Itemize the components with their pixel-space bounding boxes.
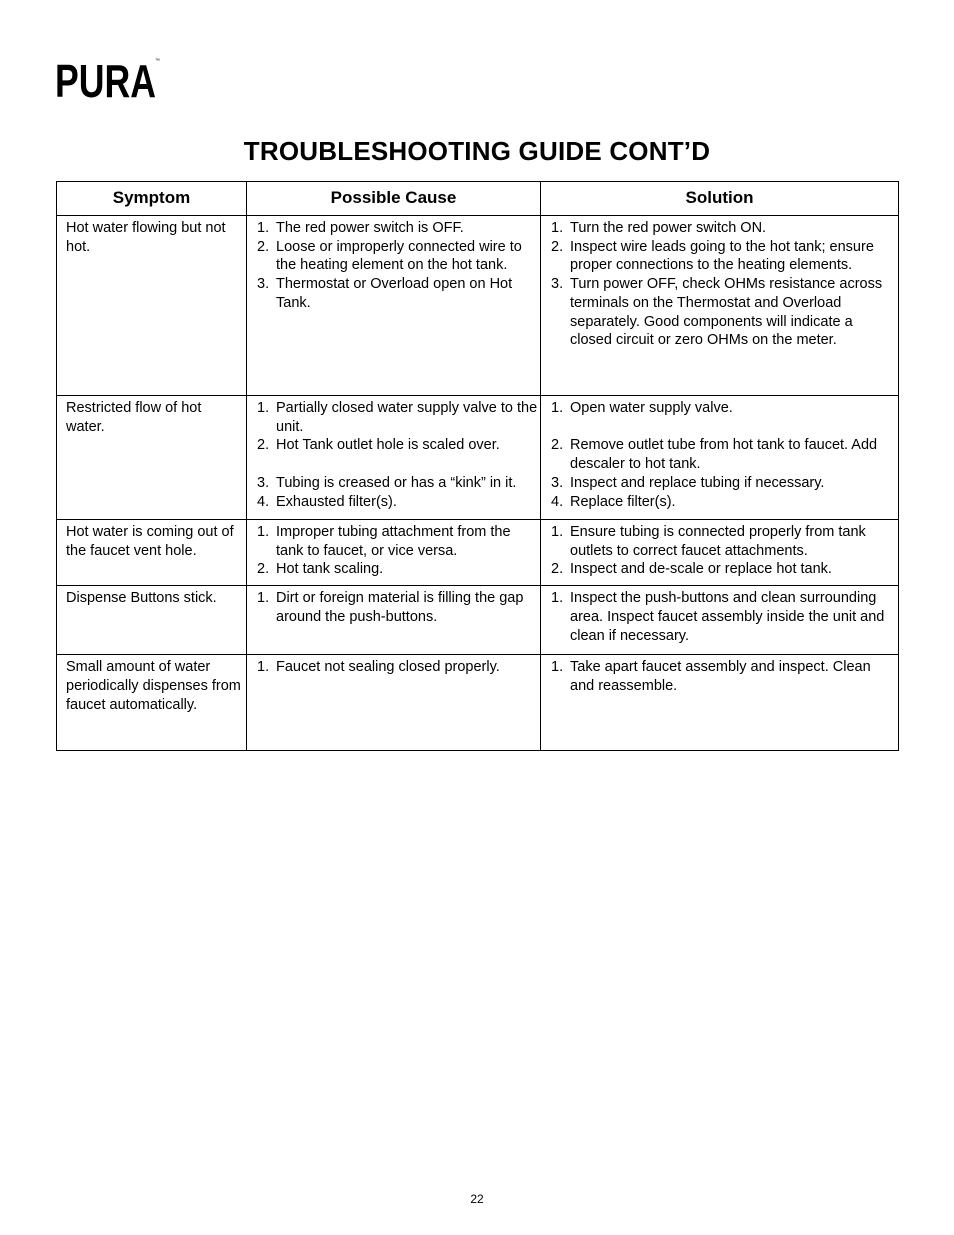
cause-item: 3. Tubing is creased or has a “kink” in it. bbox=[257, 474, 517, 491]
solution-item: 1. Ensure tubing is connected properly from tank outlets to correct faucet attachments. bbox=[551, 524, 866, 559]
trademark-symbol: ™ bbox=[155, 58, 160, 64]
table-row bbox=[57, 520, 899, 586]
pura-logo bbox=[55, 56, 165, 100]
solution-item: 2. Inspect and de-scale or replace hot tank. bbox=[551, 561, 832, 578]
solution-cell bbox=[541, 586, 899, 655]
table-row bbox=[57, 586, 899, 655]
symptom-cell: Hot water flowing but not hot. bbox=[57, 216, 247, 396]
table-row bbox=[57, 655, 899, 751]
solution-item: 3. Turn power OFF, check OHMs resistance across terminals on the Thermostat and Overload separately. Good components will indicate a closed circuit or zero OHMs on the meter. bbox=[551, 276, 883, 349]
cause-item: 2. Hot tank scaling. bbox=[257, 561, 384, 578]
cause-item: 1. Dirt or foreign material is filling the gap around the push-buttons. bbox=[257, 590, 524, 625]
cause-item: 2. Hot Tank outlet hole is scaled over. bbox=[257, 437, 500, 454]
troubleshooting-table bbox=[56, 181, 899, 751]
cause-cell bbox=[247, 216, 541, 396]
cause-cell bbox=[247, 586, 541, 655]
table-row bbox=[57, 216, 899, 396]
cause-item: 3. Thermostat or Overload open on Hot Tank. bbox=[257, 276, 513, 311]
table-header-row bbox=[57, 182, 899, 216]
column-header-solution: Solution bbox=[541, 182, 899, 216]
cause-item: 2. Loose or improperly connected wire to the heating element on the hot tank. bbox=[257, 238, 522, 274]
cause-item: 1. Improper tubing attachment from the tank to faucet, or vice versa. bbox=[257, 524, 511, 559]
solution-item: 1. Take apart faucet assembly and inspect. Clean and reassemble. bbox=[551, 659, 871, 694]
solution-cell bbox=[541, 216, 899, 396]
solution-item: 1. Turn the red power switch ON. bbox=[551, 220, 767, 236]
solution-item: 1. Inspect the push-buttons and clean surrounding area. Inspect faucet assembly inside the unit and clean if necessary. bbox=[551, 590, 885, 644]
column-header-symptom: Symptom bbox=[57, 182, 247, 216]
logo-wordmark: PURA bbox=[55, 56, 156, 100]
symptom-cell: Restricted flow of hot water. bbox=[57, 396, 247, 520]
cause-cell bbox=[247, 655, 541, 751]
cause-cell bbox=[247, 520, 541, 586]
solution-item: 2. Remove outlet tube from hot tank to faucet. Add descaler to hot tank. bbox=[551, 437, 878, 473]
symptom-cell: Hot water is coming out of the faucet vent hole. bbox=[57, 520, 247, 586]
cause-item: 1. Faucet not sealing closed properly. bbox=[257, 659, 500, 676]
solution-item: 3. Inspect and replace tubing if necessary. bbox=[551, 474, 825, 491]
page-title: TROUBLESHOOTING GUIDE CONT’D bbox=[243, 136, 711, 166]
solution-item: 4. Replace filter(s). bbox=[551, 493, 676, 510]
solution-cell bbox=[541, 396, 899, 520]
column-header-possible-cause: Possible Cause bbox=[247, 182, 541, 216]
symptom-cell: Small amount of water periodically dispenses from faucet automatically. bbox=[57, 655, 247, 751]
solution-item: 1. Open water supply valve. bbox=[551, 400, 733, 416]
symptom-cell: Dispense Buttons stick. bbox=[57, 586, 247, 655]
cause-item: 1. The red power switch is OFF. bbox=[257, 220, 464, 236]
solution-cell bbox=[541, 520, 899, 586]
solution-item: 2. Inspect wire leads going to the hot tank; ensure proper connections to the heating elements. bbox=[551, 238, 874, 274]
solution-cell bbox=[541, 655, 899, 751]
cause-item: 1. Partially closed water supply valve to the unit. bbox=[257, 400, 538, 435]
cause-cell bbox=[247, 396, 541, 520]
page-number: 22 bbox=[470, 1192, 484, 1206]
cause-item: 4. Exhausted filter(s). bbox=[257, 493, 397, 510]
table-row bbox=[57, 396, 899, 520]
